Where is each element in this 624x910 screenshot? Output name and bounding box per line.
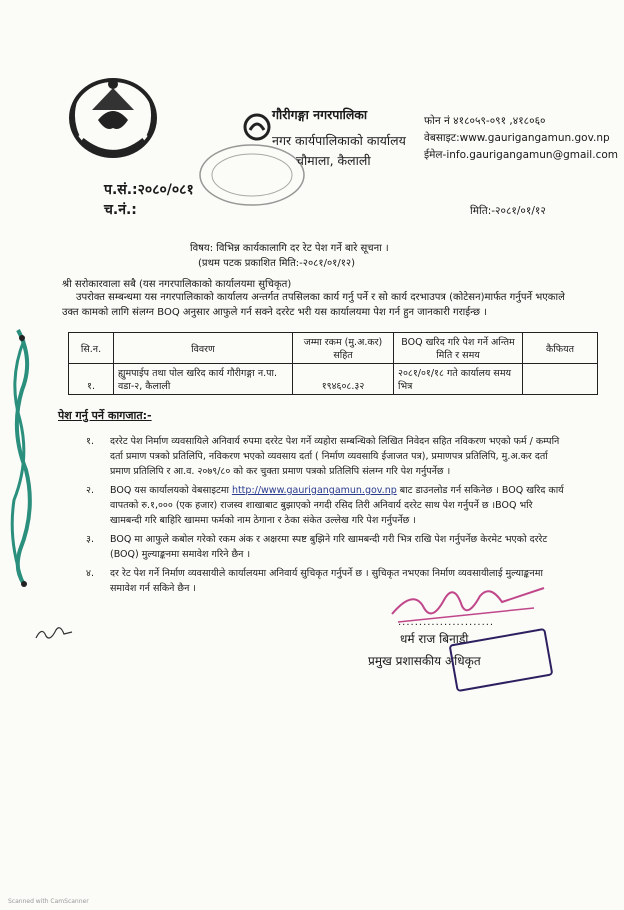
cell-sn: १. [69,364,114,395]
office-location: चौमाला, कैलाली [296,153,371,168]
intro-paragraph: उपरोक्त सम्बन्धमा यस नगरपालिकाको कार्यालय अन्तर्गत तपसिलका कार्य गर्नु पर्ने र सो कार्य दरभाउपत्र (कोटेसन)मार्फत गर्नुपर्ने भएकाले उक्त कामको लागि संलग्न BOQ अनुसार आफुले गर्न सक्ने दररेट भरी यस कार्यालयमा पेश गर्न हुन जानकारी गराईन्छ । [62,292,565,318]
list-item-text: दर रेट पेश गर्ने निर्माण व्यवसायीले कार्यालयमा अनिवार्य सुचिकृत गर्नुपर्ने छ । सुचिकृत नभएका निर्माण व्यवसायीलाई मुल्याङ्कनमा समावेश गर्न सकिने छैन । [110,568,543,594]
letter-date: मिति:-२०८१/०१/१२ [470,205,546,217]
signature-dotted-line: ....................... [398,617,495,628]
col-header-remarks: कैफियत [523,333,598,364]
list-item-text [110,483,566,528]
cell-deadline: २०८१/०१/१८ गते कार्यालय समय भित्र [394,364,523,395]
quotation-table [68,332,598,395]
col-header-description: विवरण [114,333,293,364]
subject-line: विषय: विभिन्न कार्यकालागि दर रेट पेश गर्ने बारे सूचना । [190,243,389,254]
list-item-number: २. [86,485,94,496]
signatory-title: प्रमुख प्रशासकीय अधिकृत [368,654,481,668]
scanner-watermark: Scanned with CamScanner [8,898,89,905]
list-item [86,434,566,479]
table-header-row [69,333,598,364]
list-item-number: ४. [86,568,94,579]
list-item-text: BOQ मा आफुले कबोल गरेको रकम अंक र अक्षरमा स्पष्ट बुझिने गरि खामबन्दी गरी भित्र राखि पेश गर्नुपर्नेछ केरमेट भएको दररेट (BOQ) मुल्याङ्कनमा समावेश गरिने छैन । [110,534,548,560]
margin-scribble-icon [34,624,74,644]
list-item-number: १. [86,436,94,447]
phone-number: फोन नं ४१८०५९-०९१ ,४१८०६० [424,115,546,127]
list-item-text-part: BOQ यस कार्यालयको वेबसाइटमा [110,485,232,496]
list-item-number: ३. [86,534,94,545]
website: वेबसाइट:www.gaurigangamun.gov.np [424,132,610,144]
col-header-deadline: BOQ खरिद गरि पेश गर्ने अन्तिम मिति र समय [394,333,523,364]
documents-list [86,434,566,600]
documents-heading: पेश गर्नु पर्ने कागजात:- [58,409,152,422]
col-header-amount: जम्मा रकम (मु.अ.कर) सहित [293,333,394,364]
cell-description: ह्युमपाईप तथा पोल खरिद कार्य गौरीगङ्गा न.पा. वडा-२, कैलाली [114,364,293,395]
dispatch-number: च.नं.: [104,202,137,218]
binding-thread-icon [0,300,60,600]
addressee: श्री सरोकारवाला सबै (यस नगरपालिकाको कार्यालयमा सुचिकृत) [62,279,292,290]
nepal-emblem-icon [62,70,164,166]
letter-reference-number: प.सं.:२०८०/०८१ [104,182,194,198]
col-header-sn: सि.न. [69,333,114,364]
office-seal-icon [196,140,308,210]
municipality-name: गौरीगङ्गा नगरपालिका [272,107,368,122]
subject-publication-date: (प्रथम पटक प्रकाशित मिति:-२०८१/०१/१२) [198,258,356,269]
municipality-logo-icon [242,112,272,142]
cell-amount: १९४६०८.३२ [293,364,394,395]
list-item [86,483,566,528]
list-item [86,532,566,562]
office-name: नगर कार्यपालिकाको कार्यालय [272,133,406,148]
table-row [69,364,598,395]
list-item-text-part: बाट डाउनलोड गर्न सकिनेछ । BOQ खरिद कार्य वापतको रु.१,००० (एक हजार) राजस्व शाखाबाट बुझाएको नगदी रसिद तिरी अनिवार्य दररेट साथ पेश गर्नुपर्ने छ ।BOQ भरि खामबन्दी गरि बाहिरि खाममा फर्मको नाम ठेगाना र ठेका संकेत उल्लेख गरि पेश गर्नुपर्नेछ । [110,485,564,526]
cell-remarks [523,364,598,395]
website-link[interactable]: http://www.gaurigangamun.gov.np [231,485,397,496]
email: ईमेल-info.gaurigangamun@gmail.com [424,149,618,161]
list-item-text: दररेट पेश निर्माण व्यवसायिले अनिवार्य रुपमा दररेट पेश गर्ने व्यहोरा सम्बन्धिको लिखित निवेदन सहित नविकरण भएको फर्म / कम्पनि दर्ता प्रमाण पत्रको प्रतिलिपि, नविकरण भएको व्यवसाय दर्ता ( निर्माण व्यवसायि ईजाजत पत्र), प्रमाणपत्र प्रतिलिपि, मु.अ.कर दर्ता प्रमाण प्रतिलिपि र आ.व. २०७९/८० को कर चुक्ता प्रमाण पत्रको प्रतिलिपि संलग्न गरि पेश गर्नुपर्नेछ । [110,436,560,477]
signatory-name: धर्म राज बिनाडी [400,632,469,646]
